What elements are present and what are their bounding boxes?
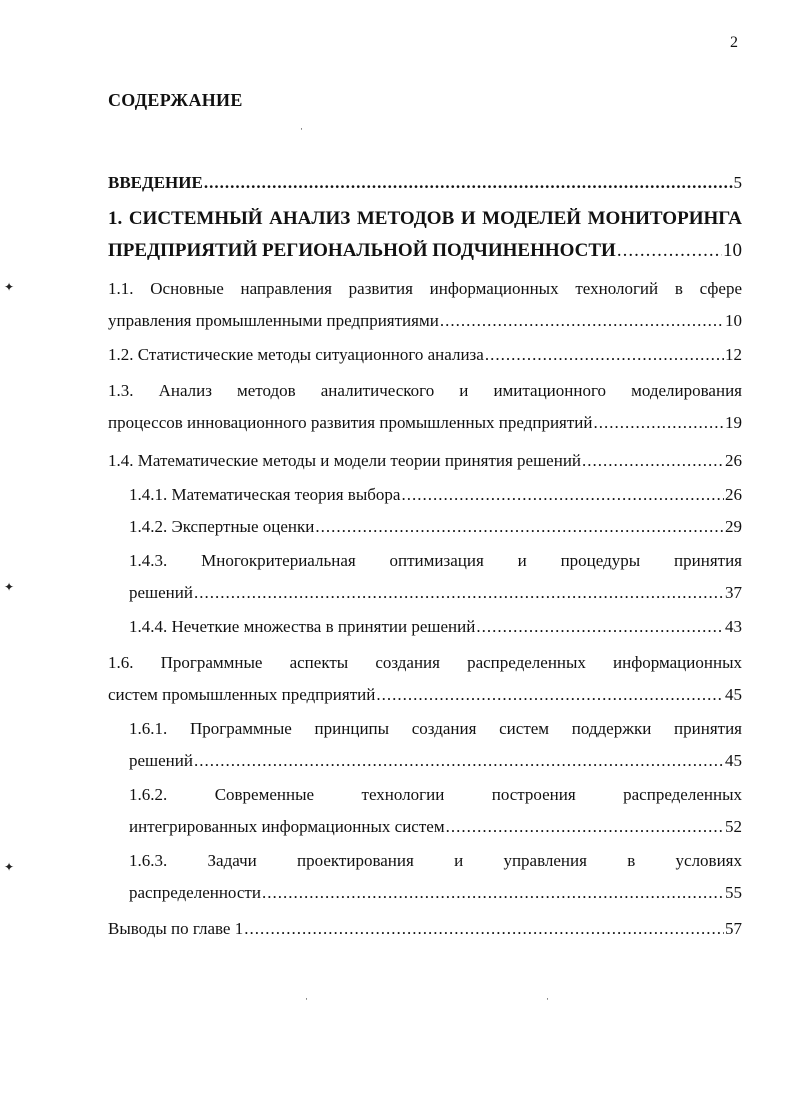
toc-entry-chapter-1-line-1: 1. СИСТЕМНЫЙ АНАЛИЗ МЕТОДОВ И МОДЕЛЕЙ МОНИТОРИНГА [108,208,742,229]
toc-entry-1-3-line-2: процессов инновационного развития промышленных предприятий ..... 19 [108,412,742,434]
scan-speck: · [300,124,303,134]
toc-entry-1-4-1: 1.4.1. Математическая теория выбора ..... 26 [129,484,742,506]
toc-entry-1-3-line-1: 1.3. Анализ методов аналитического и имитационного моделирования [108,381,742,400]
toc-entry-1-6-3-line-1: 1.6.3. Задачи проектирования и управления в условиях [129,851,742,870]
toc-entry-1-6-3-line-2: распределенности ..... 55 [129,882,742,904]
toc-entry-1-2: 1.2. Статистические методы ситуационного анализа ..... 12 [108,344,742,366]
page-number: 2 [730,34,738,51]
toc-entry-1-6-line-2: систем промышленных предприятий ..... 45 [108,684,742,706]
toc-entry-conclusions: Выводы по главе 1 ..... 57 [108,918,742,940]
page-title: СОДЕРЖАНИЕ [108,90,243,110]
toc-entry-1-4-4: 1.4.4. Нечеткие множества в принятии решений ..... 43 [129,616,742,638]
toc-entry-1-6-line-1: 1.6. Программные аспекты создания распределенных информационных [108,653,742,672]
toc-entry-introduction: ВВЕДЕНИЕ ..... 5 [108,172,742,194]
scan-mark: ✦ [4,860,15,874]
toc-entry-1-6-2-line-2: интегрированных информационных систем ..... 52 [129,816,742,838]
toc-entry-1-4-3-line-2: решений ..... 37 [129,582,742,604]
scan-speck: · [305,994,308,1004]
toc-entry-1-1-line-1: 1.1. Основные направления развития информационных технологий в сфере [108,279,742,298]
toc-entry-1-4-3-line-1: 1.4.3. Многокритериальная оптимизация и процедуры принятия [129,551,742,570]
toc-entry-chapter-1-line-2: ПРЕДПРИЯТИЙ РЕГИОНАЛЬНОЙ ПОДЧИНЕННОСТИ ..... 10 [108,240,742,262]
toc-entry-1-6-2-line-1: 1.6.2. Современные технологии построения распределенных [129,785,742,804]
toc-entry-1-1-line-2: управления промышленными предприятиями ..... 10 [108,310,742,332]
toc-entry-1-6-1-line-2: решений ..... 45 [129,750,742,772]
scan-speck: · [546,994,549,1004]
toc-entry-1-6-1-line-1: 1.6.1. Программные принципы создания систем поддержки принятия [129,719,742,738]
toc-entry-1-4: 1.4. Математические методы и модели теории принятия решений ..... 26 [108,450,742,472]
toc-entry-1-4-2: 1.4.2. Экспертные оценки ..... 29 [129,516,742,538]
scan-mark: ✦ [4,280,15,294]
scan-mark: ✦ [4,580,15,594]
